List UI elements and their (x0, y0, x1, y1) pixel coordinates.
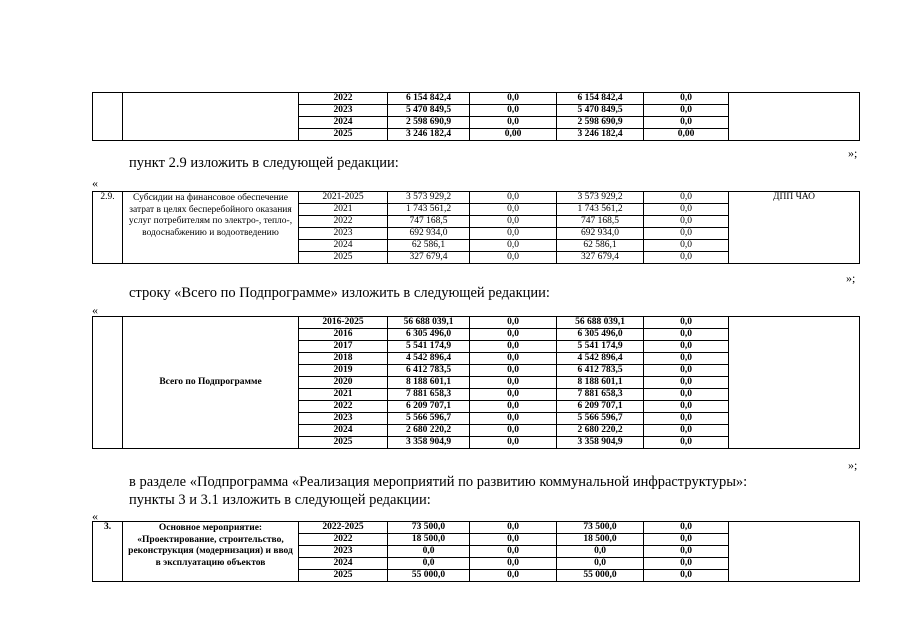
local-cell: 0,0 (644, 204, 729, 216)
executor-cell (729, 522, 860, 582)
local-cell: 0,0 (644, 93, 729, 105)
federal-cell: 0,0 (470, 425, 557, 437)
regional-cell: 5 470 849,5 (557, 105, 644, 117)
regional-cell: 0,0 (557, 558, 644, 570)
local-cell: 0,0 (644, 437, 729, 449)
period-cell: 2024 (299, 425, 388, 437)
executor-cell (729, 317, 860, 449)
period-cell: 2025 (299, 252, 388, 264)
period-cell: 2025 (299, 129, 388, 141)
total-cell: 5 470 849,5 (388, 105, 470, 117)
total-cell: 6 154 842,4 (388, 93, 470, 105)
federal-cell: 0,0 (470, 413, 557, 425)
federal-cell: 0,0 (470, 204, 557, 216)
federal-cell: 0,0 (470, 437, 557, 449)
executor-cell (729, 93, 860, 141)
regional-cell: 3 246 182,4 (557, 129, 644, 141)
local-cell: 0,0 (644, 401, 729, 413)
local-cell: 0,0 (644, 329, 729, 341)
federal-cell: 0,0 (470, 93, 557, 105)
total-cell: 0,0 (388, 546, 470, 558)
regional-cell: 3 573 929,2 (557, 192, 644, 204)
local-cell: 0,0 (644, 570, 729, 582)
total-cell: 3 246 182,4 (388, 129, 470, 141)
end-quote-2: »; (846, 271, 856, 285)
regional-cell: 6 154 842,4 (557, 93, 644, 105)
period-cell: 2024 (299, 558, 388, 570)
regional-cell: 8 188 601,1 (557, 377, 644, 389)
total-cell: 5 541 174,9 (388, 341, 470, 353)
total-cell: 8 188 601,1 (388, 377, 470, 389)
local-cell: 0,0 (644, 425, 729, 437)
period-cell: 2021 (299, 389, 388, 401)
end-quote-3: »; (848, 458, 858, 472)
item-name-cell: Основное мероприятие: «Проектирование, строительство, реконструкция (модернизация) и ввод в эксплуатацию объектов (123, 522, 299, 582)
period-cell: 2023 (299, 228, 388, 240)
local-cell: 0,0 (644, 341, 729, 353)
table-point-3 (92, 521, 860, 582)
total-cell: 56 688 039,1 (388, 317, 470, 329)
period-cell: 2022 (299, 93, 388, 105)
total-cell: 18 500,0 (388, 534, 470, 546)
period-cell: 2023 (299, 413, 388, 425)
local-cell: 0,0 (644, 216, 729, 228)
item-number-cell: 2.9. (93, 192, 123, 264)
regional-cell: 62 586,1 (557, 240, 644, 252)
local-cell: 0,0 (644, 228, 729, 240)
table-row (93, 93, 860, 105)
local-cell: 0,0 (644, 365, 729, 377)
item-name-cell: Субсидии на финансовое обеспечение затрат в целях бесперебойного оказания услуг потребителям по электро-, тепло-, водоснабжению и водоотведению (123, 192, 299, 264)
local-cell: 0,0 (644, 240, 729, 252)
item-name-cell (123, 93, 299, 141)
local-cell: 0,0 (644, 377, 729, 389)
regional-cell: 692 934,0 (557, 228, 644, 240)
federal-cell: 0,0 (470, 192, 557, 204)
item-number-cell (93, 93, 123, 141)
table-row (93, 317, 860, 329)
total-cell: 73 500,0 (388, 522, 470, 534)
period-cell: 2023 (299, 546, 388, 558)
local-cell: 0,0 (644, 105, 729, 117)
local-cell: 0,0 (644, 413, 729, 425)
federal-cell: 0,0 (470, 522, 557, 534)
regional-cell: 3 358 904,9 (557, 437, 644, 449)
federal-cell: 0,0 (470, 341, 557, 353)
federal-cell: 0,0 (470, 117, 557, 129)
end-quote-1: »; (848, 146, 858, 160)
regional-cell: 18 500,0 (557, 534, 644, 546)
period-cell: 2022-2025 (299, 522, 388, 534)
federal-cell: 0,0 (470, 329, 557, 341)
regional-cell: 747 168,5 (557, 216, 644, 228)
total-cell: 747 168,5 (388, 216, 470, 228)
total-cell: 1 743 561,2 (388, 204, 470, 216)
regional-cell: 5 541 174,9 (557, 341, 644, 353)
local-cell: 0,0 (644, 353, 729, 365)
regional-cell: 5 566 596,7 (557, 413, 644, 425)
total-cell: 327 679,4 (388, 252, 470, 264)
open-quote-3: « (92, 509, 98, 523)
item-number-cell: 3. (93, 522, 123, 582)
regional-cell: 2 598 690,9 (557, 117, 644, 129)
federal-cell: 0,0 (470, 240, 557, 252)
period-cell: 2021 (299, 204, 388, 216)
paragraph-points-3: пункты 3 и 3.1 изложить в следующей редакции: (129, 492, 431, 508)
total-cell: 6 209 707,1 (388, 401, 470, 413)
period-cell: 2025 (299, 437, 388, 449)
local-cell: 0,0 (644, 252, 729, 264)
period-cell: 2019 (299, 365, 388, 377)
local-cell: 0,0 (644, 546, 729, 558)
total-cell: 2 598 690,9 (388, 117, 470, 129)
federal-cell: 0,0 (470, 546, 557, 558)
period-cell: 2023 (299, 105, 388, 117)
local-cell: 0,0 (644, 558, 729, 570)
period-cell: 2020 (299, 377, 388, 389)
total-cell: 692 934,0 (388, 228, 470, 240)
local-cell: 0,0 (644, 534, 729, 546)
period-cell: 2021-2025 (299, 192, 388, 204)
regional-cell: 0,0 (557, 546, 644, 558)
federal-cell: 0,0 (470, 389, 557, 401)
open-quote-1: « (92, 176, 98, 190)
total-cell: 3 573 929,2 (388, 192, 470, 204)
regional-cell: 55 000,0 (557, 570, 644, 582)
regional-cell: 1 743 561,2 (557, 204, 644, 216)
federal-cell: 0,0 (470, 558, 557, 570)
period-cell: 2025 (299, 570, 388, 582)
local-cell: 0,0 (644, 317, 729, 329)
regional-cell: 7 881 658,3 (557, 389, 644, 401)
period-cell: 2024 (299, 117, 388, 129)
regional-cell: 6 305 496,0 (557, 329, 644, 341)
table-row (93, 192, 860, 204)
total-cell: 6 305 496,0 (388, 329, 470, 341)
item-number-cell (93, 317, 123, 449)
regional-cell: 6 209 707,1 (557, 401, 644, 413)
regional-cell: 6 412 783,5 (557, 365, 644, 377)
total-cell: 2 680 220,2 (388, 425, 470, 437)
total-cell: 0,0 (388, 558, 470, 570)
regional-cell: 327 679,4 (557, 252, 644, 264)
total-cell: 5 566 596,7 (388, 413, 470, 425)
period-cell: 2022 (299, 534, 388, 546)
period-cell: 2016-2025 (299, 317, 388, 329)
federal-cell: 0,0 (470, 365, 557, 377)
paragraph-section: в разделе «Подпрограмма «Реализация мероприятий по развитию коммунальной инфраструктуры»: (129, 474, 748, 490)
regional-cell: 73 500,0 (557, 522, 644, 534)
federal-cell: 0,0 (470, 570, 557, 582)
federal-cell: 0,0 (470, 534, 557, 546)
federal-cell: 0,0 (470, 105, 557, 117)
federal-cell: 0,0 (470, 353, 557, 365)
period-cell: 2022 (299, 216, 388, 228)
regional-cell: 2 680 220,2 (557, 425, 644, 437)
local-cell: 0,0 (644, 117, 729, 129)
period-cell: 2024 (299, 240, 388, 252)
federal-cell: 0,0 (470, 377, 557, 389)
local-cell: 0,00 (644, 129, 729, 141)
federal-cell: 0,0 (470, 401, 557, 413)
period-cell: 2022 (299, 401, 388, 413)
table-continuation (92, 92, 860, 141)
period-cell: 2017 (299, 341, 388, 353)
paragraph-total-row: строку «Всего по Подпрограмме» изложить в следующей редакции: (129, 285, 550, 301)
period-cell: 2018 (299, 353, 388, 365)
total-cell: 4 542 896,4 (388, 353, 470, 365)
total-cell: 62 586,1 (388, 240, 470, 252)
local-cell: 0,0 (644, 389, 729, 401)
table-row (93, 522, 860, 534)
federal-cell: 0,0 (470, 216, 557, 228)
total-cell: 55 000,0 (388, 570, 470, 582)
federal-cell: 0,0 (470, 317, 557, 329)
paragraph-point-2-9: пункт 2.9 изложить в следующей редакции: (129, 155, 399, 171)
period-cell: 2016 (299, 329, 388, 341)
table-point-2-9 (92, 191, 860, 264)
local-cell: 0,0 (644, 522, 729, 534)
regional-cell: 4 542 896,4 (557, 353, 644, 365)
federal-cell: 0,0 (470, 228, 557, 240)
executor-cell: ДПП ЧАО (729, 192, 860, 264)
total-cell: 6 412 783,5 (388, 365, 470, 377)
local-cell: 0,0 (644, 192, 729, 204)
regional-cell: 56 688 039,1 (557, 317, 644, 329)
total-cell: 3 358 904,9 (388, 437, 470, 449)
federal-cell: 0,0 (470, 252, 557, 264)
federal-cell: 0,00 (470, 129, 557, 141)
open-quote-2: « (92, 303, 98, 317)
table-subprogram-total (92, 316, 860, 449)
item-name-cell: Всего по Подпрограмме (123, 317, 299, 449)
total-cell: 7 881 658,3 (388, 389, 470, 401)
